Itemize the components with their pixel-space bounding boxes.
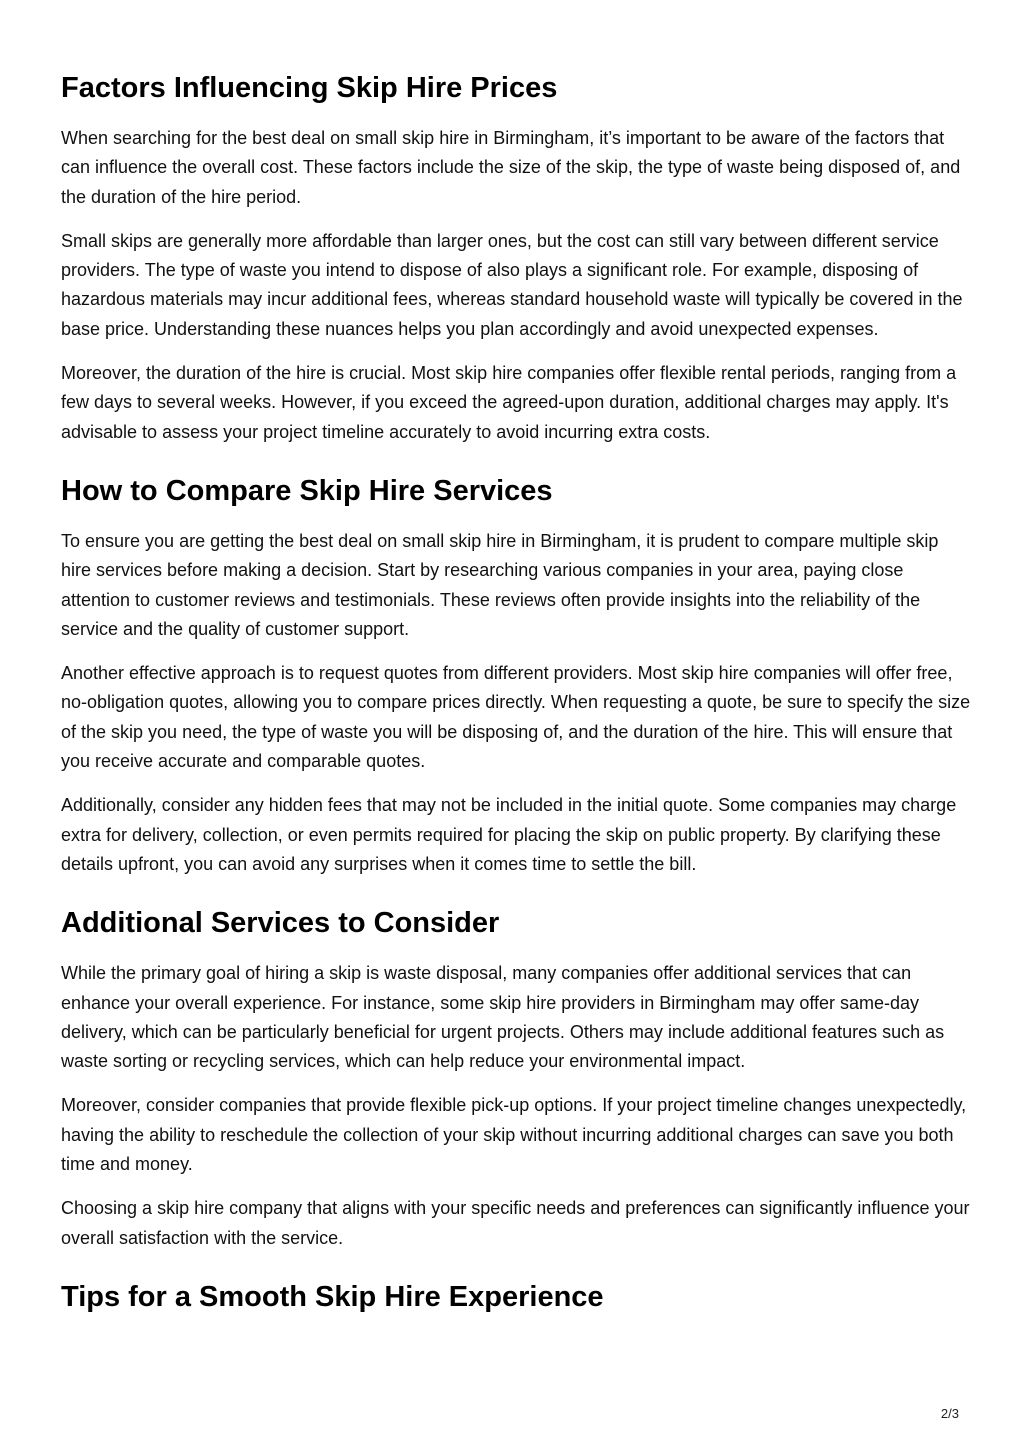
section-heading-compare: How to Compare Skip Hire Services — [61, 474, 553, 507]
paragraph: Additionally, consider any hidden fees that may not be included in the initial quote. Some companies may charge extra for delivery, collection, or even permits required for placing the skip on public property. By clarifying these details upfront, you can avoid any surprises when it comes time to settle the bill. — [61, 795, 957, 874]
paragraph: Moreover, consider companies that provide flexible pick-up options. If your project timeline changes unexpectedly, having the ability to reschedule the collection of your skip without incurring additional charges can save you both time and money. — [61, 1095, 967, 1175]
paragraph: Moreover, the duration of the hire is crucial. Most skip hire companies offer flexible rental periods, ranging from a few days to several weeks. However, if you exceed the agreed-upon duration, additional charges may apply. It's advisable to assess your project timeline accurately to avoid incurring extra costs. — [61, 363, 957, 442]
page-number: 2/3 — [940, 1406, 959, 1421]
paragraph: To ensure you are getting the best deal on small skip hire in Birmingham, it is prudent to compare multiple skip hire services before making a decision. Start by researching various companies in your area, paying close attention to customer reviews and testimonials. These reviews often provide insights into the reliability of the service and the quality of customer support. — [61, 530, 939, 639]
paragraph: Choosing a skip hire company that aligns with your specific needs and preferences can significantly influence your overall satisfaction with the service. — [61, 1198, 970, 1248]
paragraph: Another effective approach is to request quotes from different providers. Most skip hire companies will offer free, no-obligation quotes, allowing you to compare prices directly. When requesting a quote, be sure to specify the size of the skip you need, the type of waste you will be disposing of, and the duration of the hire. This will ensure that you receive accurate and comparable quotes. — [61, 663, 971, 772]
section-heading-additional-services: Additional Services to Consider — [61, 907, 500, 940]
section-heading-tips: Tips for a Smooth Skip Hire Experience — [61, 1280, 604, 1313]
paragraph: When searching for the best deal on small skip hire in Birmingham, it’s important to be aware of the factors that can influence the overall cost. These factors include the size of the skip, the type of waste being disposed of, and the duration of the hire period. — [61, 128, 961, 207]
section-heading-factors: Factors Influencing Skip Hire Prices — [61, 72, 558, 104]
paragraph: Small skips are generally more affordable than larger ones, but the cost can still vary between different service providers. The type of waste you intend to dispose of also plays a significant role. For example, disposing of hazardous materials may incur additional fees, whereas standard household waste will typically be covered in the base price. Understanding these nuances helps you plan accordingly and avoid unexpected expenses. — [61, 230, 963, 339]
document-page — [61, 70, 971, 1333]
paragraph: While the primary goal of hiring a skip is waste disposal, many companies offer additional services that can enhance your overall experience. For instance, some skip hire providers in Birmingham may offer same-day delivery, which can be particularly beneficial for urgent projects. Others may include additional features such as waste sorting or recycling services, which can help reduce your environmental impact. — [61, 963, 945, 1072]
